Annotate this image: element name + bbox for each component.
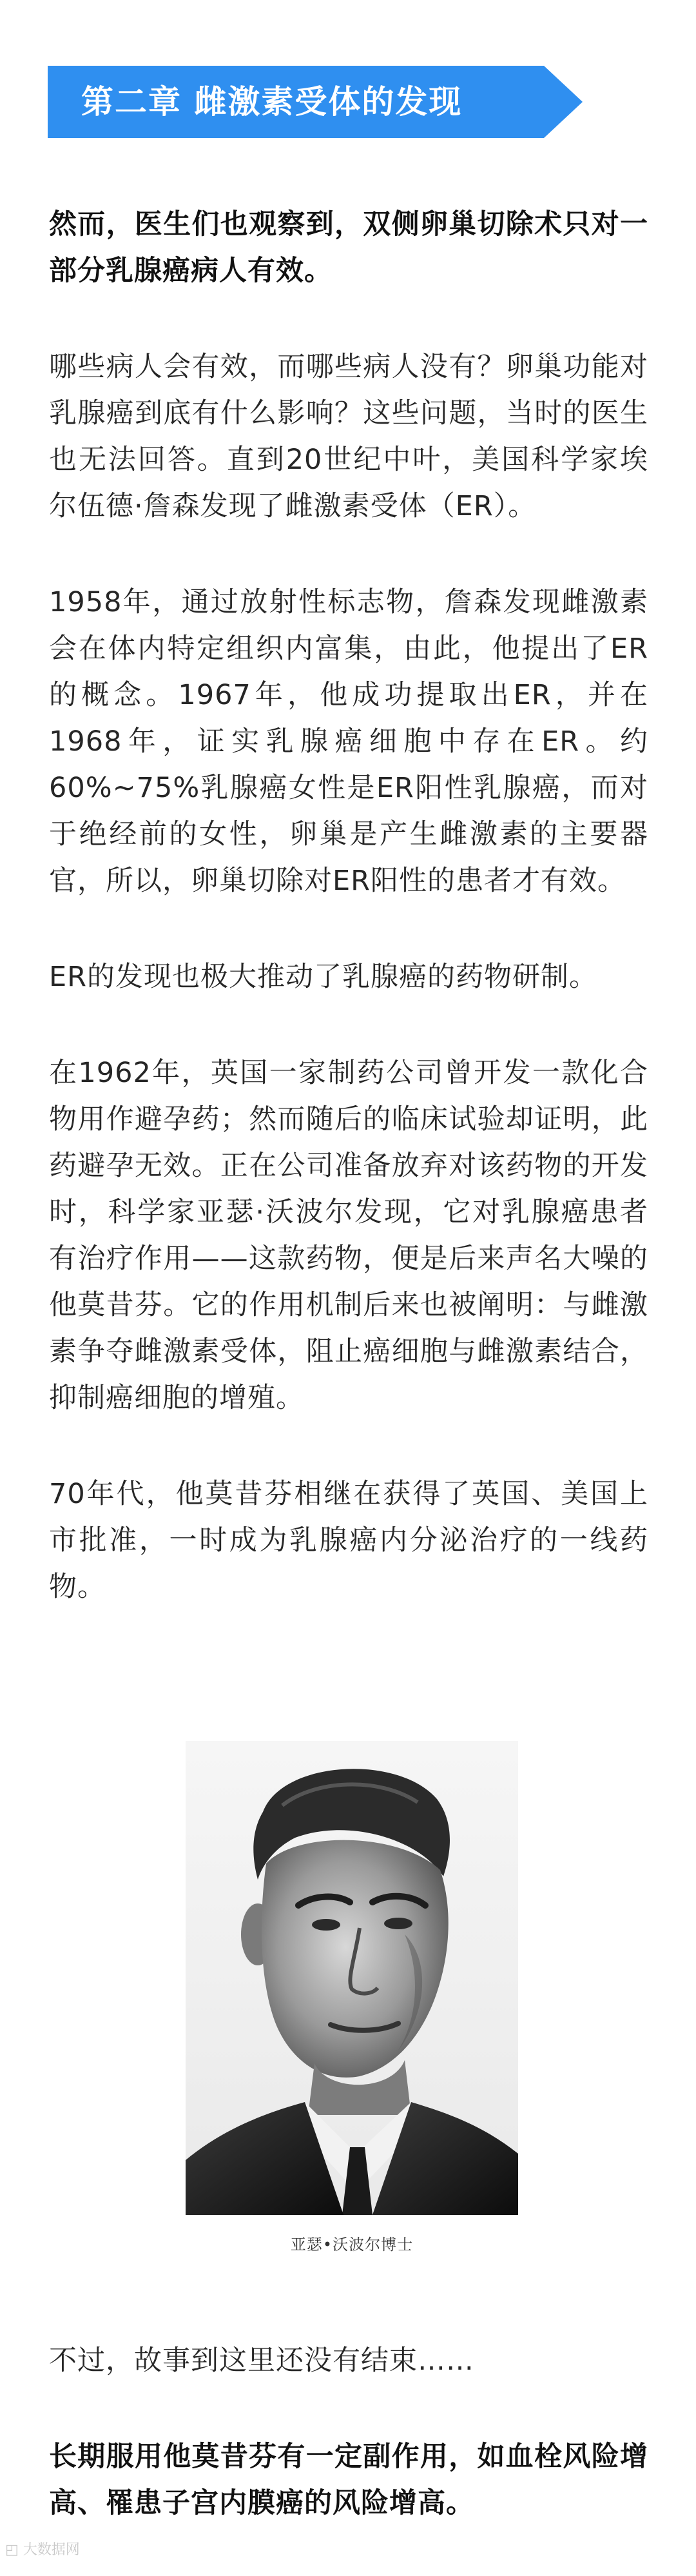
chapter-title: 第二章 雌激素受体的发现 <box>81 83 463 121</box>
paragraph-1962: 在1962年，英国一家制药公司曾开发一款化合物用作避孕药；然而随后的临床试验却证明，此药避孕无效。正在公司准备放弃对该药物的开发时，科学家亚瑟·沃波尔发现，它对乳腺癌患者有治疗作用——这款药物，便是后来声名大噪的他莫昔芬。它的作用机制后来也被阐明：与雌激素争夺雌激素受体，阻止癌细胞与雌激素结合，抑制癌细胞的增殖。 <box>49 1057 648 1414</box>
watermark-text: 大数据网 <box>23 2542 80 2558</box>
article-closing <box>49 2337 648 2576</box>
portrait-caption: 亚瑟•沃波尔博士 <box>290 2236 414 2254</box>
paragraph-intro: 然而，医生们也观察到，双侧卵巢切除术只对一部分乳腺癌病人有效。 <box>49 208 648 287</box>
paragraph-side-effects: 长期服用他莫昔芬有一定副作用，如血栓风险增高、罹患子宫内膜癌的风险增高。 <box>49 2441 648 2519</box>
watermark <box>5 2539 80 2559</box>
article-body <box>49 201 648 1660</box>
paragraph-er-drug: ER的发现也极大推动了乳腺癌的药物研制。 <box>49 961 598 993</box>
portrait-figure <box>186 1741 518 2254</box>
paragraph-70s: 70年代，他莫昔芬相继在获得了英国、美国上市批准，一时成为乳腺癌内分泌治疗的一线药物。 <box>49 1478 648 1603</box>
watermark-logo-icon: ◰ <box>5 2542 23 2558</box>
chapter-banner <box>48 66 583 138</box>
paragraph-1958: 1958年，通过放射性标志物，詹森发现雌激素会在体内特定组织内富集，由此，他提出了ER的概念。1967年，他成功提取出ER，并在1968年，证实乳腺癌细胞中存在ER。约60%~75%乳腺癌女性是ER阳性乳腺癌，而对于绝经前的女性，卵巢是产生雌激素的主要器官，所以，卵巢切除对ER阳性的患者才有效。 <box>49 586 648 897</box>
portrait-illustration <box>186 1741 518 2215</box>
paragraph-not-over: 不过，故事到这里还没有结束…… <box>49 2345 474 2377</box>
paragraph-question: 哪些病人会有效，而哪些病人没有？卵巢功能对乳腺癌到底有什么影响？这些问题，当时的医生也无法回答。直到20世纪中叶，美国科学家埃尔伍德·詹森发现了雌激素受体（ER）。 <box>49 351 648 522</box>
portrait-photo <box>186 1741 518 2215</box>
